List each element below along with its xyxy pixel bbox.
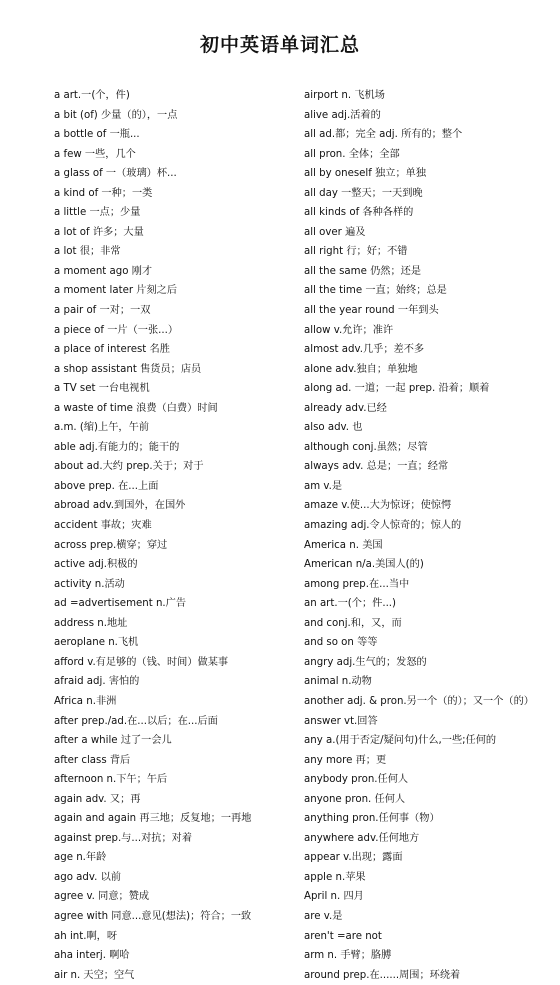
vocabulary-entry: all ad.都；完全 adj. 所有的；整个	[304, 129, 463, 141]
vocabulary-entry: a moment ago 刚才	[54, 265, 153, 277]
vocabulary-entry: also adv. 也	[304, 422, 363, 434]
vocabulary-entry: ago adv. 以前	[54, 871, 121, 883]
vocabulary-entry: a few 一些，几个	[54, 148, 136, 160]
vocabulary-entry: a art.一(个，件)	[54, 90, 130, 101]
vocabulary-entry: age n.年龄	[54, 852, 107, 864]
vocabulary-entry: anybody pron.任何人	[304, 774, 409, 786]
vocabulary-entry: America n. 美国	[304, 539, 383, 551]
vocabulary-entry: anywhere adv.任何地方	[304, 832, 420, 844]
vocabulary-entry: always adv. 总是；一直；经常	[304, 461, 449, 473]
vocabulary-entry: all the same 仍然；还是	[304, 265, 422, 277]
vocabulary-entry: allow v.允许；准许	[304, 324, 394, 336]
vocabulary-entry: a waste of time 浪费（白费）时间	[54, 402, 218, 414]
vocabulary-entry: amazing adj.令人惊奇的；惊人的	[304, 520, 462, 532]
vocabulary-column-right	[304, 86, 550, 985]
vocabulary-entry: around prep.在......周围；环绕着	[304, 969, 461, 981]
vocabulary-entry: almost adv.几乎；差不多	[304, 344, 425, 356]
vocabulary-entry: a.m. (缩)上午，午前	[54, 422, 149, 434]
vocabulary-entry: all kinds of 各种各样的	[304, 207, 414, 219]
vocabulary-column-left	[54, 86, 294, 985]
vocabulary-entry: a shop assistant 售货员；店员	[54, 363, 202, 375]
vocabulary-entry: aren't =are not	[304, 930, 382, 942]
vocabulary-entry: all by oneself 独立；单独	[304, 168, 427, 180]
vocabulary-entry: afraid adj. 害怕的	[54, 676, 140, 688]
vocabulary-entry: a lot 很；非常	[54, 246, 121, 258]
vocabulary-entry: a moment later 片刻之后	[54, 285, 178, 297]
vocabulary-entry: abroad adv.到国外，在国外	[54, 500, 186, 512]
vocabulary-entry: already adv.已经	[304, 402, 387, 414]
vocabulary-entry: all pron. 全体；全部	[304, 148, 400, 160]
vocabulary-entry: again adv. 又；再	[54, 793, 141, 805]
vocabulary-entry: any a.(用于否定/疑问句)什么,一些;任何的	[304, 735, 497, 747]
vocabulary-entry: a pair of 一对；一双	[54, 305, 151, 317]
vocabulary-entry: apple n.苹果	[304, 871, 366, 883]
vocabulary-entry: all day 一整天；一天到晚	[304, 187, 423, 199]
vocabulary-entry: angry adj.生气的；发怒的	[304, 656, 427, 668]
vocabulary-entry: animal n.动物	[304, 676, 372, 688]
vocabulary-entry: are v.是	[304, 910, 343, 922]
vocabulary-entry: alive adj.活着的	[304, 109, 381, 121]
vocabulary-entry: a bit (of) 少量（的），一点	[54, 109, 178, 121]
vocabulary-entry: April n. 四月	[304, 891, 364, 903]
vocabulary-entry: a TV set 一台电视机	[54, 383, 150, 395]
vocabulary-entry: another adj. & pron.另一个（的）；又一个（的）	[304, 695, 534, 707]
vocabulary-entry: a piece of 一片（一张...）	[54, 324, 179, 336]
vocabulary-entry: airport n. 飞机场	[304, 90, 385, 101]
vocabulary-entry: all the time 一直；始终；总是	[304, 285, 447, 297]
vocabulary-entry: agree v. 同意；赞成	[54, 891, 150, 903]
vocabulary-entry: afternoon n.下午；午后	[54, 774, 168, 786]
vocabulary-entry: a kind of 一种；一类	[54, 187, 153, 199]
vocabulary-entry: afford v.有足够的（钱、时间）做某事	[54, 656, 229, 668]
vocabulary-entry: anyone pron. 任何人	[304, 793, 406, 805]
vocabulary-entry: across prep.横穿；穿过	[54, 539, 168, 551]
vocabulary-entry: after class 背后	[54, 754, 131, 766]
vocabulary-entry: accident 事故；灾难	[54, 520, 152, 532]
vocabulary-entry: against prep.与...对抗；对着	[54, 832, 193, 844]
vocabulary-entry: anything pron.任何事（物）	[304, 813, 440, 825]
vocabulary-entry: about ad.大约 prep.关于；对于	[54, 461, 204, 473]
vocabulary-entry: able adj.有能力的；能干的	[54, 441, 180, 453]
vocabulary-entry: ad =advertisement n.广告	[54, 598, 187, 610]
vocabulary-entry: active adj.积极的	[54, 559, 138, 571]
vocabulary-entry: an art.一(个；件...)	[304, 598, 397, 610]
vocabulary-entry: all right 行；好；不错	[304, 246, 408, 258]
vocabulary-entry: a place of interest 名胜	[54, 344, 170, 356]
vocabulary-entry: activity n.活动	[54, 578, 125, 590]
vocabulary-entry: and conj.和，又，而	[304, 617, 402, 629]
vocabulary-entry: any more 再；更	[304, 754, 387, 766]
vocabulary-entry: aha interj. 啊哈	[54, 950, 130, 962]
vocabulary-entry: along ad. 一道；一起 prep. 沿着；顺着	[304, 383, 490, 395]
vocabulary-entry: all over 遍及	[304, 226, 366, 238]
vocabulary-entry: am v.是	[304, 480, 343, 492]
vocabulary-entry: among prep.在...当中	[304, 578, 410, 590]
vocabulary-entry: again and again 再三地；反复地；一再地	[54, 813, 252, 825]
vocabulary-entry: aeroplane n.飞机	[54, 637, 139, 649]
vocabulary-entry: although conj.虽然；尽管	[304, 441, 428, 453]
vocabulary-entry: agree with 同意...意见(想法)；符合；一致	[54, 910, 252, 922]
vocabulary-entry: address n.地址	[54, 617, 128, 629]
vocabulary-entry: amaze v.使...大为惊讶；使惊愕	[304, 500, 452, 512]
vocabulary-entry: appear v.出现；露面	[304, 852, 403, 864]
vocabulary-entry: air n. 天空；空气	[54, 969, 135, 981]
vocabulary-entry: above prep. 在...上面	[54, 480, 159, 492]
vocabulary-entry: Africa n.非洲	[54, 695, 117, 707]
vocabulary-entry: after prep./ad.在...以后；在...后面	[54, 715, 218, 727]
vocabulary-entry: all the year round 一年到头	[304, 305, 439, 317]
vocabulary-entry: American n/a.美国人(的)	[304, 559, 424, 571]
vocabulary-entry: a little 一点；少量	[54, 207, 141, 219]
vocabulary-entry: answer vt.回答	[304, 715, 378, 727]
vocabulary-entry: and so on 等等	[304, 637, 378, 649]
vocabulary-entry: a lot of 许多；大量	[54, 226, 144, 238]
vocabulary-entry: ah int.啊，呀	[54, 930, 118, 942]
vocabulary-entry: alone adv.独自；单独地	[304, 363, 418, 375]
vocabulary-entry: a bottle of 一瓶...	[54, 129, 140, 141]
vocabulary-entry: arm n. 手臂；胳膊	[304, 950, 392, 962]
page-title: 初中英语单词汇总	[199, 34, 360, 56]
vocabulary-entry: a glass of 一（玻璃）杯...	[54, 168, 177, 180]
vocabulary-entry: after a while 过了一会儿	[54, 735, 172, 747]
